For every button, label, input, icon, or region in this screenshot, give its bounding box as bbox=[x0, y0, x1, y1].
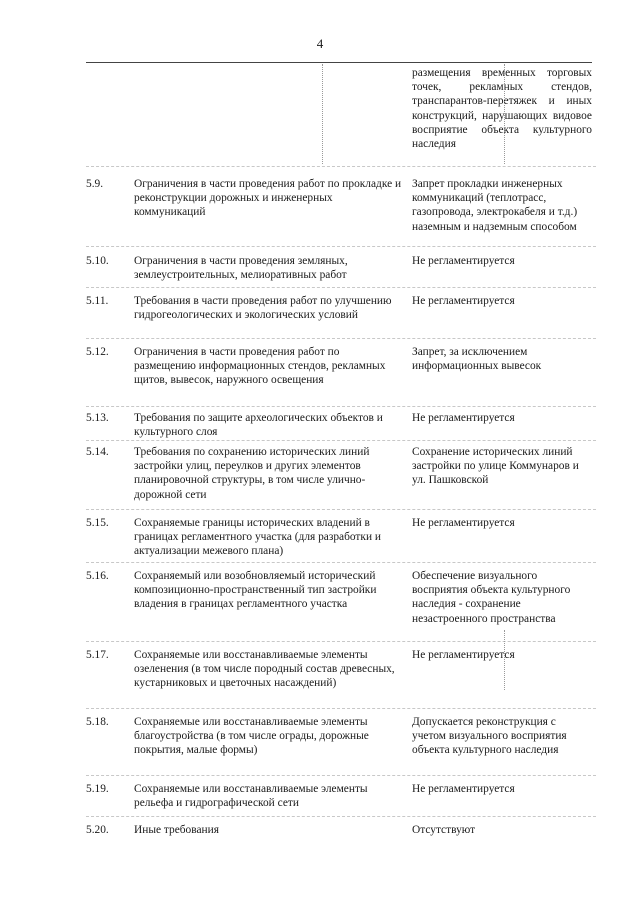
row-value: Не регламентируется bbox=[412, 255, 515, 267]
row-value: Обеспечение визуального восприятия объекта культурного наследия - сохранение незастроенного пространства bbox=[412, 570, 571, 625]
table-row bbox=[86, 407, 596, 441]
row-number: 5.16. bbox=[86, 570, 109, 582]
row-number: 5.12. bbox=[86, 346, 109, 358]
row-value: Не регламентируется bbox=[412, 295, 515, 307]
row-value: Допускается реконструкция с учетом визуального восприятия объекта культурного наследия bbox=[412, 716, 567, 757]
row-value: Не регламентируется bbox=[412, 649, 515, 661]
row-number: 5.14. bbox=[86, 446, 109, 458]
row-value: Сохранение исторических линий застройки по улице Коммунаров и ул. Пашковской bbox=[412, 446, 579, 487]
table-row bbox=[86, 817, 596, 847]
row-requirement: Требования по защите археологических объектов и культурного слоя bbox=[134, 412, 383, 439]
table-row bbox=[86, 441, 596, 510]
row-number: 5.15. bbox=[86, 517, 109, 529]
row-number: 5.10. bbox=[86, 255, 109, 267]
row-number: 5.11. bbox=[86, 295, 109, 307]
row-requirement: Сохраняемый или возобновляемый исторический композиционно-пространственный тип застройки владения в границах регламентного участка bbox=[134, 570, 377, 611]
table-row bbox=[86, 510, 596, 563]
row-number: 5.20. bbox=[86, 824, 109, 836]
table-row bbox=[86, 642, 596, 709]
table-row bbox=[86, 62, 596, 167]
column-divider bbox=[322, 64, 323, 164]
row-value: Отсутствуют bbox=[412, 824, 476, 836]
row-number: 5.19. bbox=[86, 783, 109, 795]
table-row bbox=[86, 563, 596, 642]
column-divider bbox=[504, 64, 505, 164]
row-requirement: Ограничения в части проведения работ по размещению информационных стендов, рекламных щитов, вывесок, наружного освещения bbox=[134, 346, 386, 387]
row-requirement: Ограничения в части проведения земляных, землеустроительных, мелиоративных работ bbox=[134, 255, 348, 282]
regulations-table bbox=[86, 62, 596, 847]
table-row bbox=[86, 288, 596, 339]
row-number: 5.9. bbox=[86, 178, 104, 190]
row-value: Не регламентируется bbox=[412, 783, 515, 795]
row-requirement: Сохраняемые или восстанавливаемые элементы рельефа и гидрографической сети bbox=[134, 783, 368, 810]
row-number: 5.13. bbox=[86, 412, 109, 424]
row-value: размещения временных торговых точек, рекламных стендов, транспарантов-перетяжек и иных конструкций, нарушающих видовое восприятие объекта культурного наследия bbox=[412, 67, 592, 151]
row-requirement: Сохраняемые или восстанавливаемые элементы озеленения (в том числе породный состав древесных, кустарниковых и цветочных насаждений) bbox=[134, 649, 395, 690]
row-requirement: Ограничения в части проведения работ по прокладке и реконструкции дорожных и инженерных коммуникаций bbox=[134, 178, 402, 219]
page-number: 4 bbox=[316, 36, 324, 51]
row-value: Запрет, за исключением информационных вывесок bbox=[412, 346, 542, 373]
row-value: Запрет прокладки инженерных коммуникаций (теплотрасс, газопровода, электрокабеля и т.д.) наземным и надземным способом bbox=[412, 178, 578, 233]
row-value: Не регламентируется bbox=[412, 517, 515, 529]
row-requirement: Сохраняемые границы исторических владений в границах регламентного участка (для разработки и актуализации межевого плана) bbox=[134, 517, 381, 558]
row-number: 5.18. bbox=[86, 716, 109, 728]
row-value: Не регламентируется bbox=[412, 412, 515, 424]
row-requirement: Иные требования bbox=[134, 824, 219, 836]
table-row bbox=[86, 339, 596, 407]
row-requirement: Требования по сохранению исторических линий застройки улиц, переулков и других элементов планировочной структуры, в том числе улично-дорожной сети bbox=[134, 446, 370, 501]
column-divider bbox=[504, 630, 505, 690]
row-requirement: Сохраняемые или восстанавливаемые элементы благоустройства (в том числе ограды, дорожные покрытия, малые формы) bbox=[134, 716, 369, 757]
row-requirement: Требования в части проведения работ по улучшению гидрогеологических и экологических условий bbox=[134, 295, 392, 322]
table-row bbox=[86, 776, 596, 817]
row-number: 5.17. bbox=[86, 649, 109, 661]
table-row bbox=[86, 709, 596, 776]
table-row bbox=[86, 167, 596, 247]
table-row bbox=[86, 247, 596, 288]
